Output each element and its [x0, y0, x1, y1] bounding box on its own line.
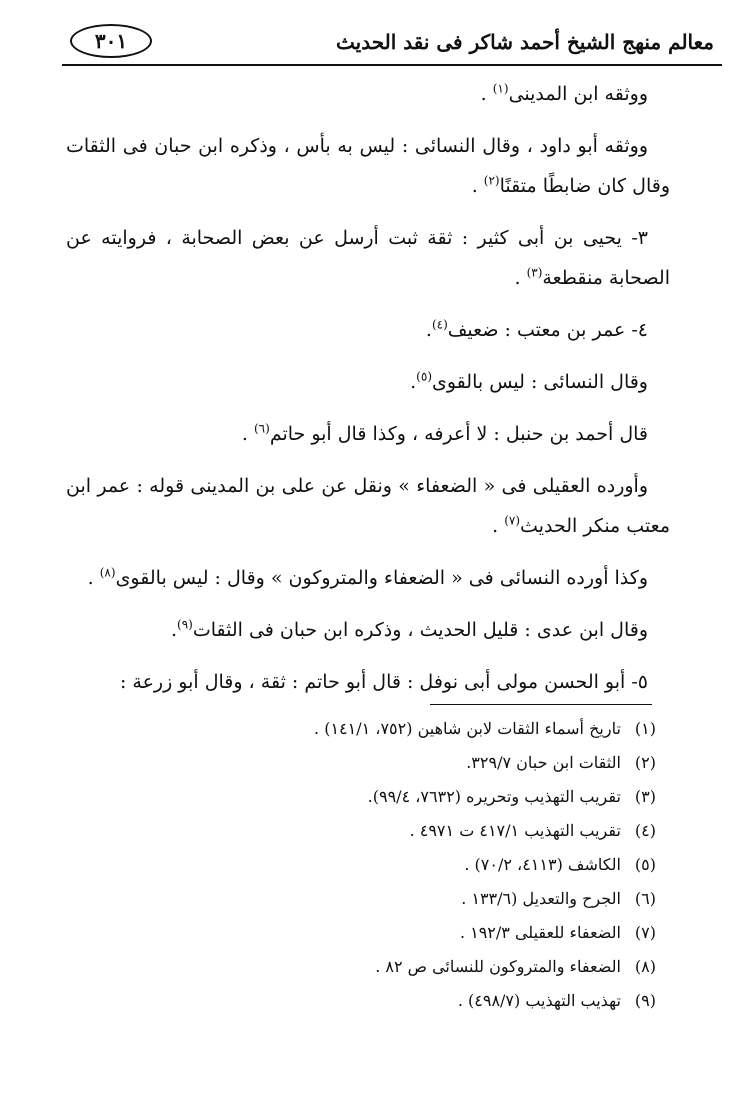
footnote-ref: (٩) [177, 617, 193, 632]
footnote-number: (١) [634, 719, 656, 738]
paragraph-text: قال أحمد بن حنبل : لا أعرفه ، وكذا قال أبو حاتم [269, 423, 648, 445]
footnote-text: الضعفاء للعقيلى ١٩٢/٣ . [459, 923, 621, 942]
paragraph-text: ٤- عمر بن معتب : ضعيف [447, 319, 648, 341]
page-number: ٣٠١ [94, 29, 128, 53]
paragraph-text: وكذا أورده النسائى فى « الضعفاء والمتروكون » وقال : ليس بالقوى [115, 567, 648, 589]
footnote [66, 916, 656, 950]
footnote [66, 712, 656, 746]
paragraph-text: ٣- يحيى بن أبى كثير : ثقة ثبت أرسل عن بعض الصحابة ، فروايته عن الصحابة منقطعة [66, 227, 670, 289]
paragraph [66, 218, 670, 298]
footnotes [66, 712, 656, 1018]
footnote-ref: (٢) [483, 173, 500, 188]
paragraph-end: . [170, 619, 178, 641]
paragraph-text: ٥- أبو الحسن مولى أبى نوفل : قال أبو حاتم : ثقة ، وقال أبو زرعة : [119, 671, 648, 693]
footnote-text: تهذيب التهذيب (٤٩٨/٧) . [457, 991, 621, 1010]
paragraph-end: . [492, 515, 505, 537]
footnote-number: (٧) [634, 923, 656, 942]
footnote [66, 848, 656, 882]
footnote-ref: (٨) [99, 565, 116, 580]
paragraph-text: وقال ابن عدى : قليل الحديث ، وذكره ابن حبان فى الثقات [192, 619, 648, 641]
footnote-number: (٤) [634, 821, 656, 840]
footnote-ref: (٧) [504, 513, 521, 528]
footnote-number: (٦) [634, 889, 656, 908]
paragraph-end: . [471, 175, 484, 197]
paragraph [66, 414, 670, 454]
paragraph [66, 662, 670, 702]
paragraph-text: وقال النسائى : ليس بالقوى [432, 371, 648, 393]
paragraph-text: ووثقه ابن المدينى [508, 83, 648, 105]
paragraph [66, 310, 670, 350]
paragraph [66, 126, 670, 206]
paragraph-text: وأورده العقيلى فى « الضعفاء » ونقل عن على بن المدينى قوله : عمر ابن معتب منكر الحديث [66, 475, 670, 537]
running-header [62, 20, 722, 66]
paragraph-text: ووثقه أبو داود ، وقال النسائى : ليس به بأس ، وذكره ابن حبان فى الثقات وقال كان ضابطًا متقنًا [66, 135, 670, 197]
footnote-ref: (١) [492, 81, 509, 96]
paragraph-end: . [425, 319, 432, 341]
paragraph-end: . [87, 567, 100, 589]
footnote [66, 882, 656, 916]
footnote [66, 780, 656, 814]
footnote-text: تاريخ أسماء الثقات لابن شاهين (٧٥٢، ١٤١/١) . [314, 719, 621, 738]
paragraph-end: . [480, 83, 493, 105]
footnote-ref: (٦) [253, 421, 270, 436]
footnote [66, 814, 656, 848]
footnote-text: الكاشف (٤١١٣، ٧٠/٢) . [464, 855, 621, 874]
paragraph-end: . [410, 371, 417, 393]
footnote-ref: (٥) [416, 369, 432, 384]
paragraph-end: . [241, 423, 254, 445]
footnote-number: (٩) [634, 991, 656, 1010]
footnote-number: (٢) [634, 753, 656, 772]
paragraph [66, 74, 670, 114]
footnote-separator [430, 704, 652, 705]
footnote-number: (٣) [634, 787, 656, 806]
footnote [66, 746, 656, 780]
paragraph [66, 610, 670, 650]
paragraph [66, 362, 670, 402]
footnote-text: الجرح والتعديل (١٣٣/٦ . [461, 889, 621, 908]
footnote-text: تقريب التهذيب وتحريره (٧٦٣٢، ٩٩/٤). [367, 787, 621, 806]
footnote-text: تقريب التهذيب ٤١٧/١ ت ٤٩٧١ . [409, 821, 621, 840]
header-rule [62, 64, 722, 66]
footnote-ref: (٤) [431, 317, 448, 332]
page-number-badge [70, 24, 152, 58]
footnote-text: الضعفاء والمتروكون للنسائى ص ٨٢ . [375, 957, 621, 976]
main-text [66, 74, 670, 714]
paragraph-end: . [514, 267, 527, 289]
footnote-text: الثقات ابن حبان ٣٢٩/٧. [466, 753, 621, 772]
paragraph [66, 466, 670, 546]
paragraph [66, 558, 670, 598]
footnote-number: (٥) [634, 855, 656, 874]
footnote [66, 950, 656, 984]
running-header-title: معالم منهج الشيخ أحمد شاكر فى نقد الحديث [336, 30, 714, 54]
footnote-ref: (٣) [526, 265, 543, 280]
footnote-number: (٨) [634, 957, 656, 976]
footnote [66, 984, 656, 1018]
